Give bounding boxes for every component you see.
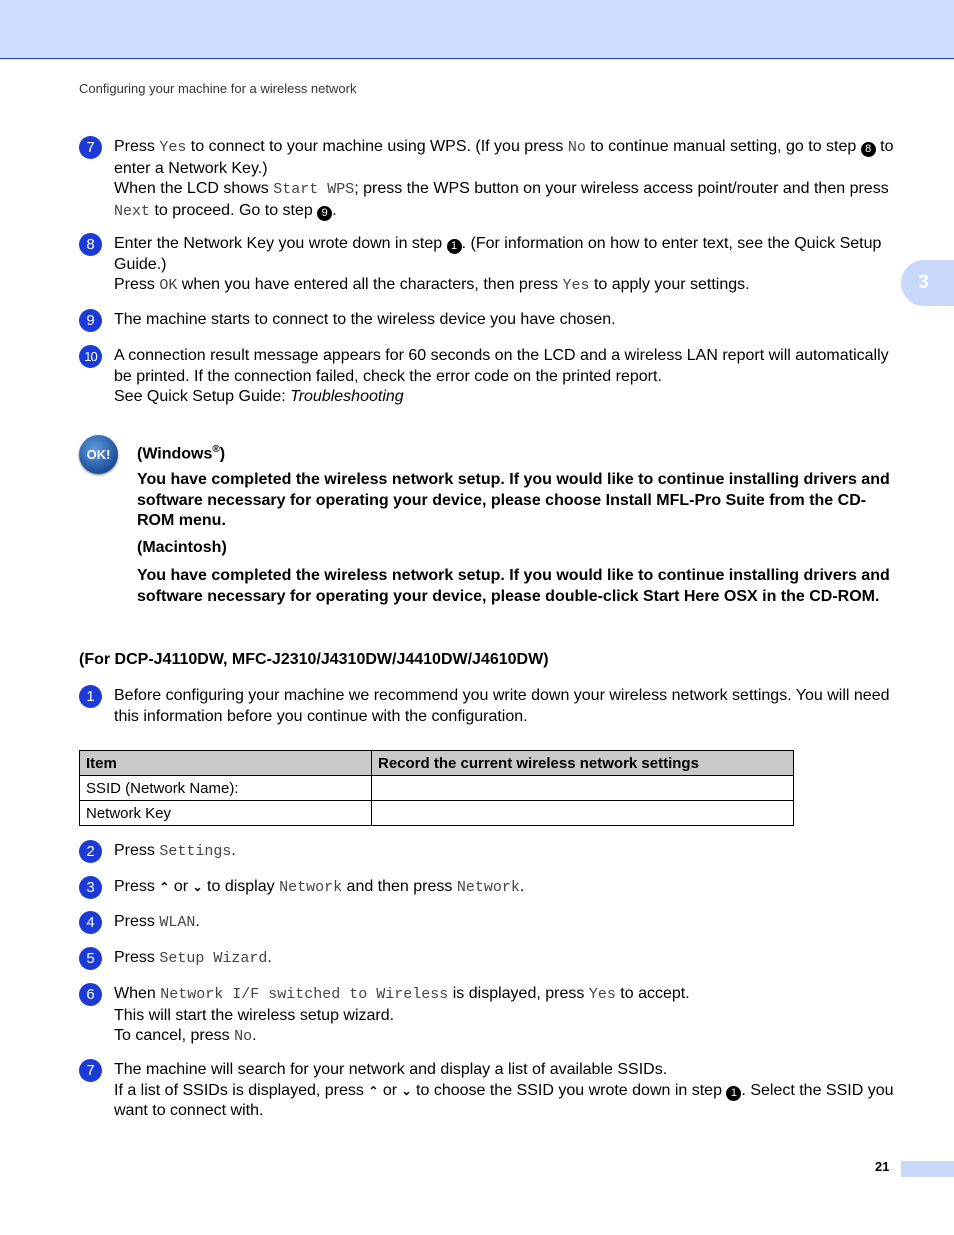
down-arrow-icon: ⌄ xyxy=(401,1083,412,1098)
mac-heading: (Macintosh) xyxy=(137,539,227,556)
running-header: Configuring your machine for a wireless network xyxy=(79,81,357,96)
step-1-record: 1 Before configuring your machine we recommend you write down your wireless network settings. You will need this information before you continue with the configuration. xyxy=(79,686,894,727)
table-row xyxy=(80,801,794,826)
step-number: 3 xyxy=(79,876,102,899)
step-9-connect: 9 The machine starts to connect to the wireless device you have chosen. xyxy=(79,310,894,331)
settings-record-table xyxy=(79,750,794,826)
step-number: 6 xyxy=(79,983,102,1006)
step-number: 5 xyxy=(79,947,102,970)
step-3-network: 3 Press ⌃ or ⌄ to display Network and then press Network. xyxy=(79,877,894,899)
windows-note: You have completed the wireless network setup. If you would like to continue installing drivers and software necessary for operating your device, please choose Install MFL-Pro Suite from the CD-ROM menu. xyxy=(137,471,890,529)
chapter-tab: 3 xyxy=(901,260,954,306)
step-number: 7 xyxy=(79,1059,102,1082)
step-ref-icon: 8 xyxy=(861,142,876,157)
up-arrow-icon: ⌃ xyxy=(368,1083,379,1098)
step-number: 9 xyxy=(79,309,102,332)
step-number: 4 xyxy=(79,911,102,934)
step-ref-icon: 9 xyxy=(317,206,332,221)
model-subheading: (For DCP-J4110DW, MFC-J2310/J4310DW/J4410DW/J4610DW) xyxy=(79,651,549,668)
step-ref-icon: 1 xyxy=(447,239,462,254)
step-10-result: 10 A connection result message appears for 60 seconds on the LCD and a wireless LAN report will automatically be printed. If the connection failed, check the error code on the printed report. See Quick Setup Guide: Troubleshooting xyxy=(79,346,894,408)
mac-note: You have completed the wireless network setup. If you would like to continue installing drivers and software necessary for operating your device, please double-click Start Here OSX in the CD-ROM. xyxy=(137,567,890,605)
step-6-switch-wireless: 6 When Network I/F switched to Wireless is displayed, press Yes to accept. This will start the wireless setup wizard. To cancel, press No. xyxy=(79,984,894,1048)
step-4-wlan: 4 Press WLAN. xyxy=(79,912,894,934)
windows-heading: (Windows®) xyxy=(137,444,226,463)
step-5-setup-wizard: 5 Press Setup Wizard. xyxy=(79,948,894,970)
step-number: 1 xyxy=(79,685,102,708)
header-band xyxy=(0,0,954,59)
step-number: 2 xyxy=(79,840,102,863)
table-header: Record the current wireless network settings xyxy=(372,751,794,776)
step-7-wps: 7 Press Yes to connect to your machine using WPS. (If you press No to continue manual setting, go to step 8 to enter a Network Key.) When the LCD shows Start WPS; press the WPS button on your wireless access point/router and then press Next to proceed. Go to step 9 . xyxy=(79,137,894,222)
table-cell xyxy=(372,801,794,826)
step-7-ssid: 7 The machine will search for your network and display a list of available SSIDs. If a list of SSIDs is displayed, press ⌃ or ⌄ to choose the SSID you wrote down in step 1 . Select the SSID you want to connect with. xyxy=(79,1060,894,1122)
up-arrow-icon: ⌃ xyxy=(159,880,170,894)
table-cell: Network Key xyxy=(80,801,372,826)
table-header-row xyxy=(80,751,794,776)
table-header: Item xyxy=(80,751,372,776)
step-2-settings: 2 Press Settings. xyxy=(79,841,894,863)
table-row xyxy=(80,776,794,801)
ok-icon: OK! xyxy=(79,435,118,474)
page-number: 21 xyxy=(875,1159,890,1174)
step-ref-icon: 1 xyxy=(726,1086,741,1101)
table-cell xyxy=(372,776,794,801)
step-number: 7 xyxy=(79,136,102,159)
down-arrow-icon: ⌄ xyxy=(192,880,203,894)
step-number: 10 xyxy=(79,345,102,368)
step-number: 8 xyxy=(79,233,102,256)
footer-band xyxy=(901,1161,954,1177)
step-8-network-key: 8 Enter the Network Key you wrote down in step 1 . (For information on how to enter text, see the Quick Setup Guide.) Press OK when you have entered all the characters, then press Yes to apply your settings. xyxy=(79,234,894,297)
table-cell: SSID (Network Name): xyxy=(80,776,372,801)
